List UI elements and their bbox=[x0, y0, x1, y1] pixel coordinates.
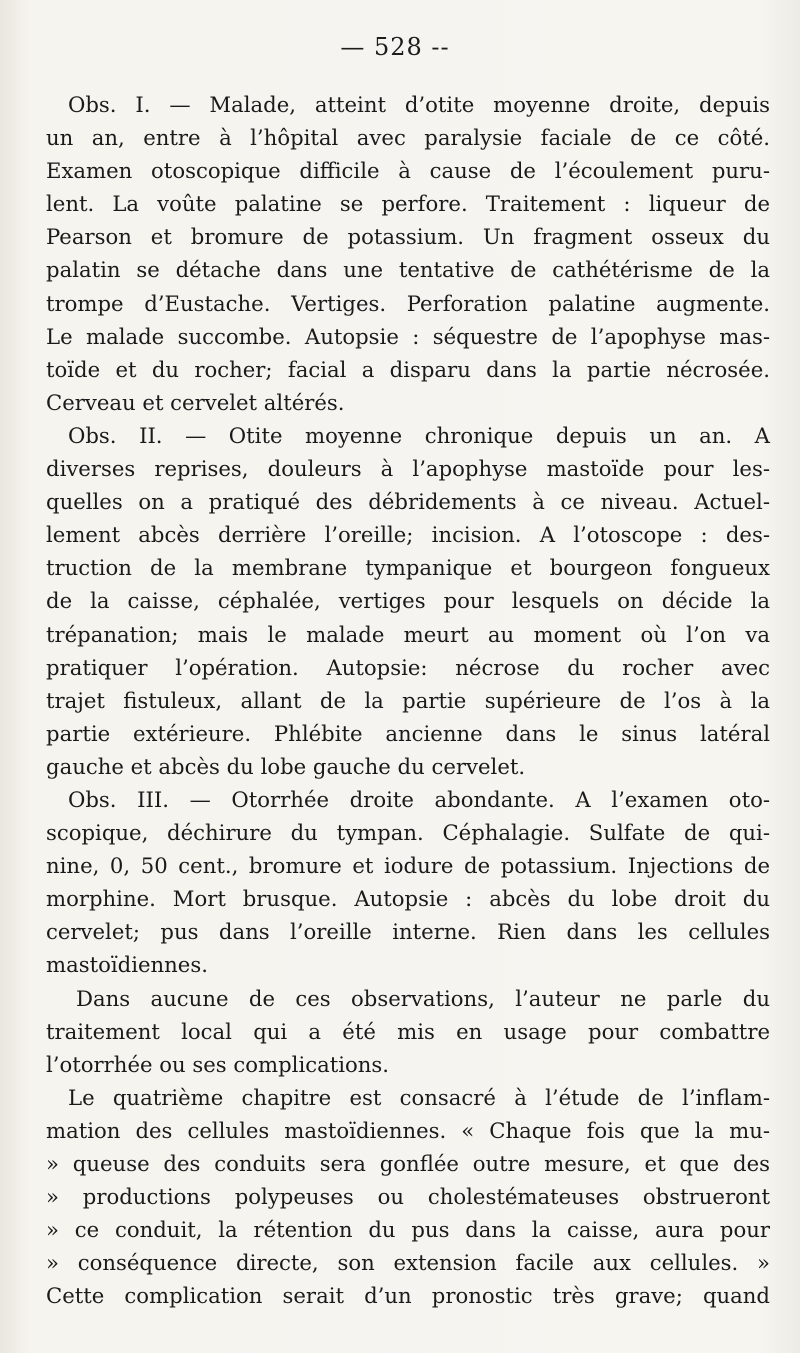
text-line: morphine. Mort brusque. Autopsie : abcès du lobe droit du bbox=[46, 886, 770, 912]
text-line: pratiquer l’opération. Autopsie: nécrose du rocher avec bbox=[46, 654, 770, 680]
text-line: l’otorrhée ou ses complications. bbox=[46, 1051, 390, 1077]
text-line: » conséquence directe, son extension facile aux cellules. » bbox=[46, 1250, 770, 1276]
text-line: lement abcès derrière l’oreille; incision. A l’otoscope : des- bbox=[46, 522, 770, 548]
text-line: scopique, déchirure du tympan. Céphalagie. Sulfate de qui- bbox=[46, 820, 770, 846]
text-line: Examen otoscopique difficile à cause de l’écoulement puru- bbox=[46, 158, 770, 184]
text-line: truction de la membrane tympanique et bourgeon fongueux bbox=[46, 555, 770, 581]
text-line: partie extérieure. Phlébite ancienne dans le sinus latéral bbox=[46, 720, 770, 746]
text-line: lent. La voûte palatine se perfore. Traitement : liqueur de bbox=[46, 191, 770, 217]
text-line: traitement local qui a été mis en usage pour combattre bbox=[46, 1018, 770, 1044]
text-line: toïde et du rocher; facial a disparu dans la partie nécrosée. bbox=[46, 356, 770, 382]
text-line: Pearson et bromure de potassium. Un fragment osseux du bbox=[46, 224, 770, 250]
text-line: » ce conduit, la rétention du pus dans la caisse, aura pour bbox=[46, 1217, 770, 1243]
text-line: cervelet; pus dans l’oreille interne. Rien dans les cellules bbox=[46, 919, 770, 945]
text-line: trajet fistuleux, allant de la partie supérieure de l’os à la bbox=[46, 687, 770, 713]
text-line: nine, 0, 50 cent., bromure et iodure de potassium. Injections de bbox=[46, 853, 770, 879]
text-line: Le quatrième chapitre est consacré à l’étude de l’inflam- bbox=[68, 1084, 770, 1110]
text-line: mastoïdiennes. bbox=[46, 952, 208, 978]
text-line: Obs. I. — Malade, atteint d’otite moyenne droite, depuis bbox=[68, 92, 770, 117]
text-line: diverses reprises, douleurs à l’apophyse mastoïde pour les- bbox=[46, 456, 770, 482]
text-line: mation des cellules mastoïdiennes. « Chaque fois que la mu- bbox=[46, 1117, 770, 1143]
text-line: Obs. III. — Otorrhée droite abondante. A l’examen oto- bbox=[68, 786, 770, 812]
text-line: trépanation; mais le malade meurt au moment où l’on va bbox=[46, 621, 770, 647]
text-line: » productions polypeuses ou cholestémateuses obstrueront bbox=[46, 1184, 770, 1210]
text-line: gauche et abcès du lobe gauche du cervelet. bbox=[46, 753, 526, 779]
text-line: Dans aucune de ces observations, l’auteur ne parle du bbox=[76, 985, 770, 1011]
text-line: Cerveau et cervelet altérés. bbox=[46, 389, 345, 415]
text-line: » queuse des conduits sera gonflée outre mesure, et que des bbox=[46, 1151, 770, 1176]
text-line: trompe d’Eustache. Vertiges. Perforation palatine augmente. bbox=[46, 290, 770, 316]
text-line: palatin se détache dans une tentative de cathétérisme de la bbox=[46, 257, 770, 283]
text-line: Le malade succombe. Autopsie : séquestre de l’apophyse mas- bbox=[46, 323, 770, 349]
text-line: un an, entre à l’hôpital avec paralysie faciale de ce côté. bbox=[46, 125, 770, 151]
body-text bbox=[46, 88, 770, 1312]
text-line: Obs. II. — Otite moyenne chronique depuis un an. A bbox=[68, 422, 770, 448]
text-line: de la caisse, céphalée, vertiges pour lesquels on décide la bbox=[46, 588, 770, 614]
text-line: quelles on a pratiqué des débridements à ce niveau. Actuel- bbox=[46, 489, 770, 515]
page-number: — 528 -- bbox=[340, 33, 450, 61]
text-line: Cette complication serait d’un pronostic très grave; quand bbox=[46, 1283, 770, 1309]
